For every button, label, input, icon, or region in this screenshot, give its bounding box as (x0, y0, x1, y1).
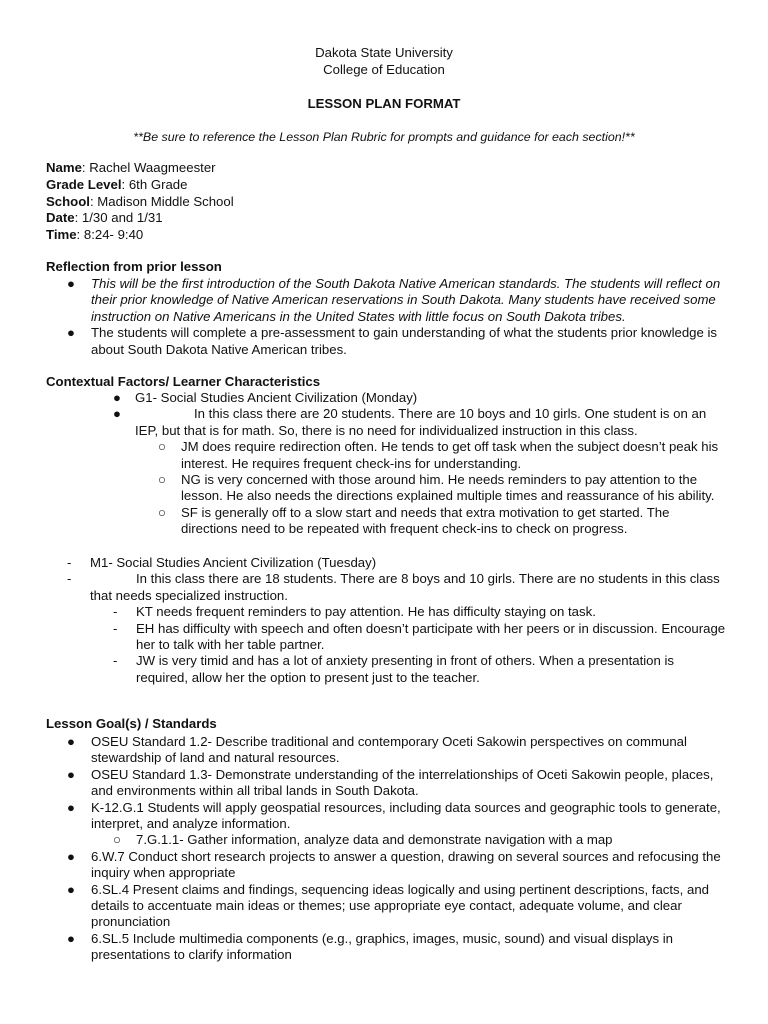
list-item: ○ NG is very concerned with those around him. He needs reminders to pay attention to the lesson. He also needs the directions explained multiple times and reassurance of his ability. (158, 472, 715, 504)
list-item: ● This will be the first introduction of the South Dakota Native American standards. The students will reflect on their prior knowledge of Native American reservations in South Dakota. Many students have received some instruction on Native Americans in the United States with little focus on South Dakota tribes. (67, 276, 721, 324)
list-item: ● 6.SL.4 Present claims and findings, sequencing ideas logically and using pertinent descriptions, facts, and details to accentuate main ideas or themes; use appropriate eye contact, adequate volume, and clear pronunciation (67, 881, 709, 930)
list-item: ● K-12.G.1 Students will apply geospatial resources, including data sources and geographic tools to generate, interpret, and analyze information. (67, 799, 721, 832)
bullet-icon: ● (113, 406, 121, 422)
rubric-note: **Be sure to reference the Lesson Plan Rubric for prompts and guidance for each section!** (133, 130, 635, 144)
list-item: ● The students will complete a pre-assessment to gain understanding of what the students prior knowledge is about South Dakota Native American tribes. (67, 325, 718, 357)
reflection-list (67, 276, 727, 358)
list-item: ● G1- Social Studies Ancient Civilization (Monday) (113, 390, 418, 405)
info-name: Name: Rachel Waagmeester (46, 160, 216, 175)
bullet-icon: ● (67, 325, 75, 341)
goals-heading: Lesson Goal(s) / Standards (46, 716, 217, 731)
list-item: ● 6.SL.5 Include multimedia components (e.g., graphics, images, music, sound) and visual displays in presentations to clarify information (67, 930, 674, 963)
list-item: ○ JM does require redirection often. He tends to get off task when the subject doesn’t peak his interest. He requires frequent check-ins for understanding. (158, 439, 719, 471)
list-item: ● 6.W.7 Conduct short research projects to answer a question, drawing on several sources and refocusing the inquiry when appropriate (67, 848, 721, 881)
bullet-icon: ● (113, 390, 121, 405)
info-date: Date: 1/30 and 1/31 (46, 210, 163, 226)
list-item: - KT needs frequent reminders to pay attention. He has difficulty staying on task. (113, 604, 596, 620)
bullet-icon: ● (67, 848, 75, 864)
circle-bullet-icon: ○ (158, 504, 166, 520)
list-item: - In this class there are 18 students. There are 8 boys and 10 girls. There are no students in this class that needs specialized instruction. (67, 571, 720, 603)
bullet-icon: ● (67, 799, 75, 815)
dash-bullet: - (113, 653, 118, 669)
dash-bullet: - (67, 555, 72, 570)
circle-bullet-icon: ○ (158, 439, 166, 455)
list-item: ○ 7.G.1.1- Gather information, analyze data and demonstrate navigation with a map (113, 832, 613, 848)
dash-bullet: - (113, 604, 118, 620)
circle-bullet-icon: ○ (158, 472, 166, 488)
info-school: School: Madison Middle School (46, 193, 234, 209)
goals-list (67, 734, 727, 964)
document-title: LESSON PLAN FORMAT (307, 96, 461, 111)
info-time: Time: 8:24- 9:40 (46, 227, 144, 243)
info-grade-level: Grade Level: 6th Grade (46, 176, 188, 192)
contextual-heading: Contextual Factors/ Learner Characteristics (46, 374, 321, 389)
bullet-icon: ● (67, 930, 75, 946)
list-item: - M1- Social Studies Ancient Civilization (Tuesday) (67, 555, 377, 570)
list-item: ● In this class there are 20 students. There are 10 boys and 10 girls. One student is on an IEP, but that is for math. So, there is no need for individualized instruction in this class. (113, 406, 707, 438)
list-item: ○ SF is generally off to a slow start and needs that extra motivation to get started. The directions need to be repeated with frequent check-ins to check on progress. (158, 504, 670, 537)
g1-section (113, 390, 725, 538)
reflection-heading: Reflection from prior lesson (46, 259, 222, 274)
bullet-icon: ● (67, 734, 75, 749)
list-item: - JW is very timid and has a lot of anxiety presenting in front of others. When a presentation is required, allow her the option to present just to the teacher. (113, 653, 675, 685)
dash-bullet: - (113, 620, 118, 636)
bullet-icon: ● (67, 881, 75, 897)
teacher-info (46, 160, 234, 244)
college-name: College of Education (323, 62, 445, 77)
dash-bullet: - (67, 571, 72, 587)
bullet-icon: ● (67, 276, 75, 291)
bullet-icon: ● (67, 766, 75, 782)
university-name: Dakota State University (315, 45, 453, 60)
m1-section (67, 555, 727, 686)
list-item: ● OSEU Standard 1.3- Demonstrate understanding of the interrelationships of Oceti Sakowin people, places, and environments within all tribal lands in South Dakota. (67, 766, 714, 799)
list-item: ● OSEU Standard 1.2- Describe traditional and contemporary Oceti Sakowin perspectives on communal stewardship of land and natural resources. (67, 734, 687, 766)
list-item: - EH has difficulty with speech and often doesn’t participate with her peers or in discussion. Encourage her to talk with her table partner. (113, 620, 726, 653)
circle-bullet-icon: ○ (113, 832, 121, 848)
